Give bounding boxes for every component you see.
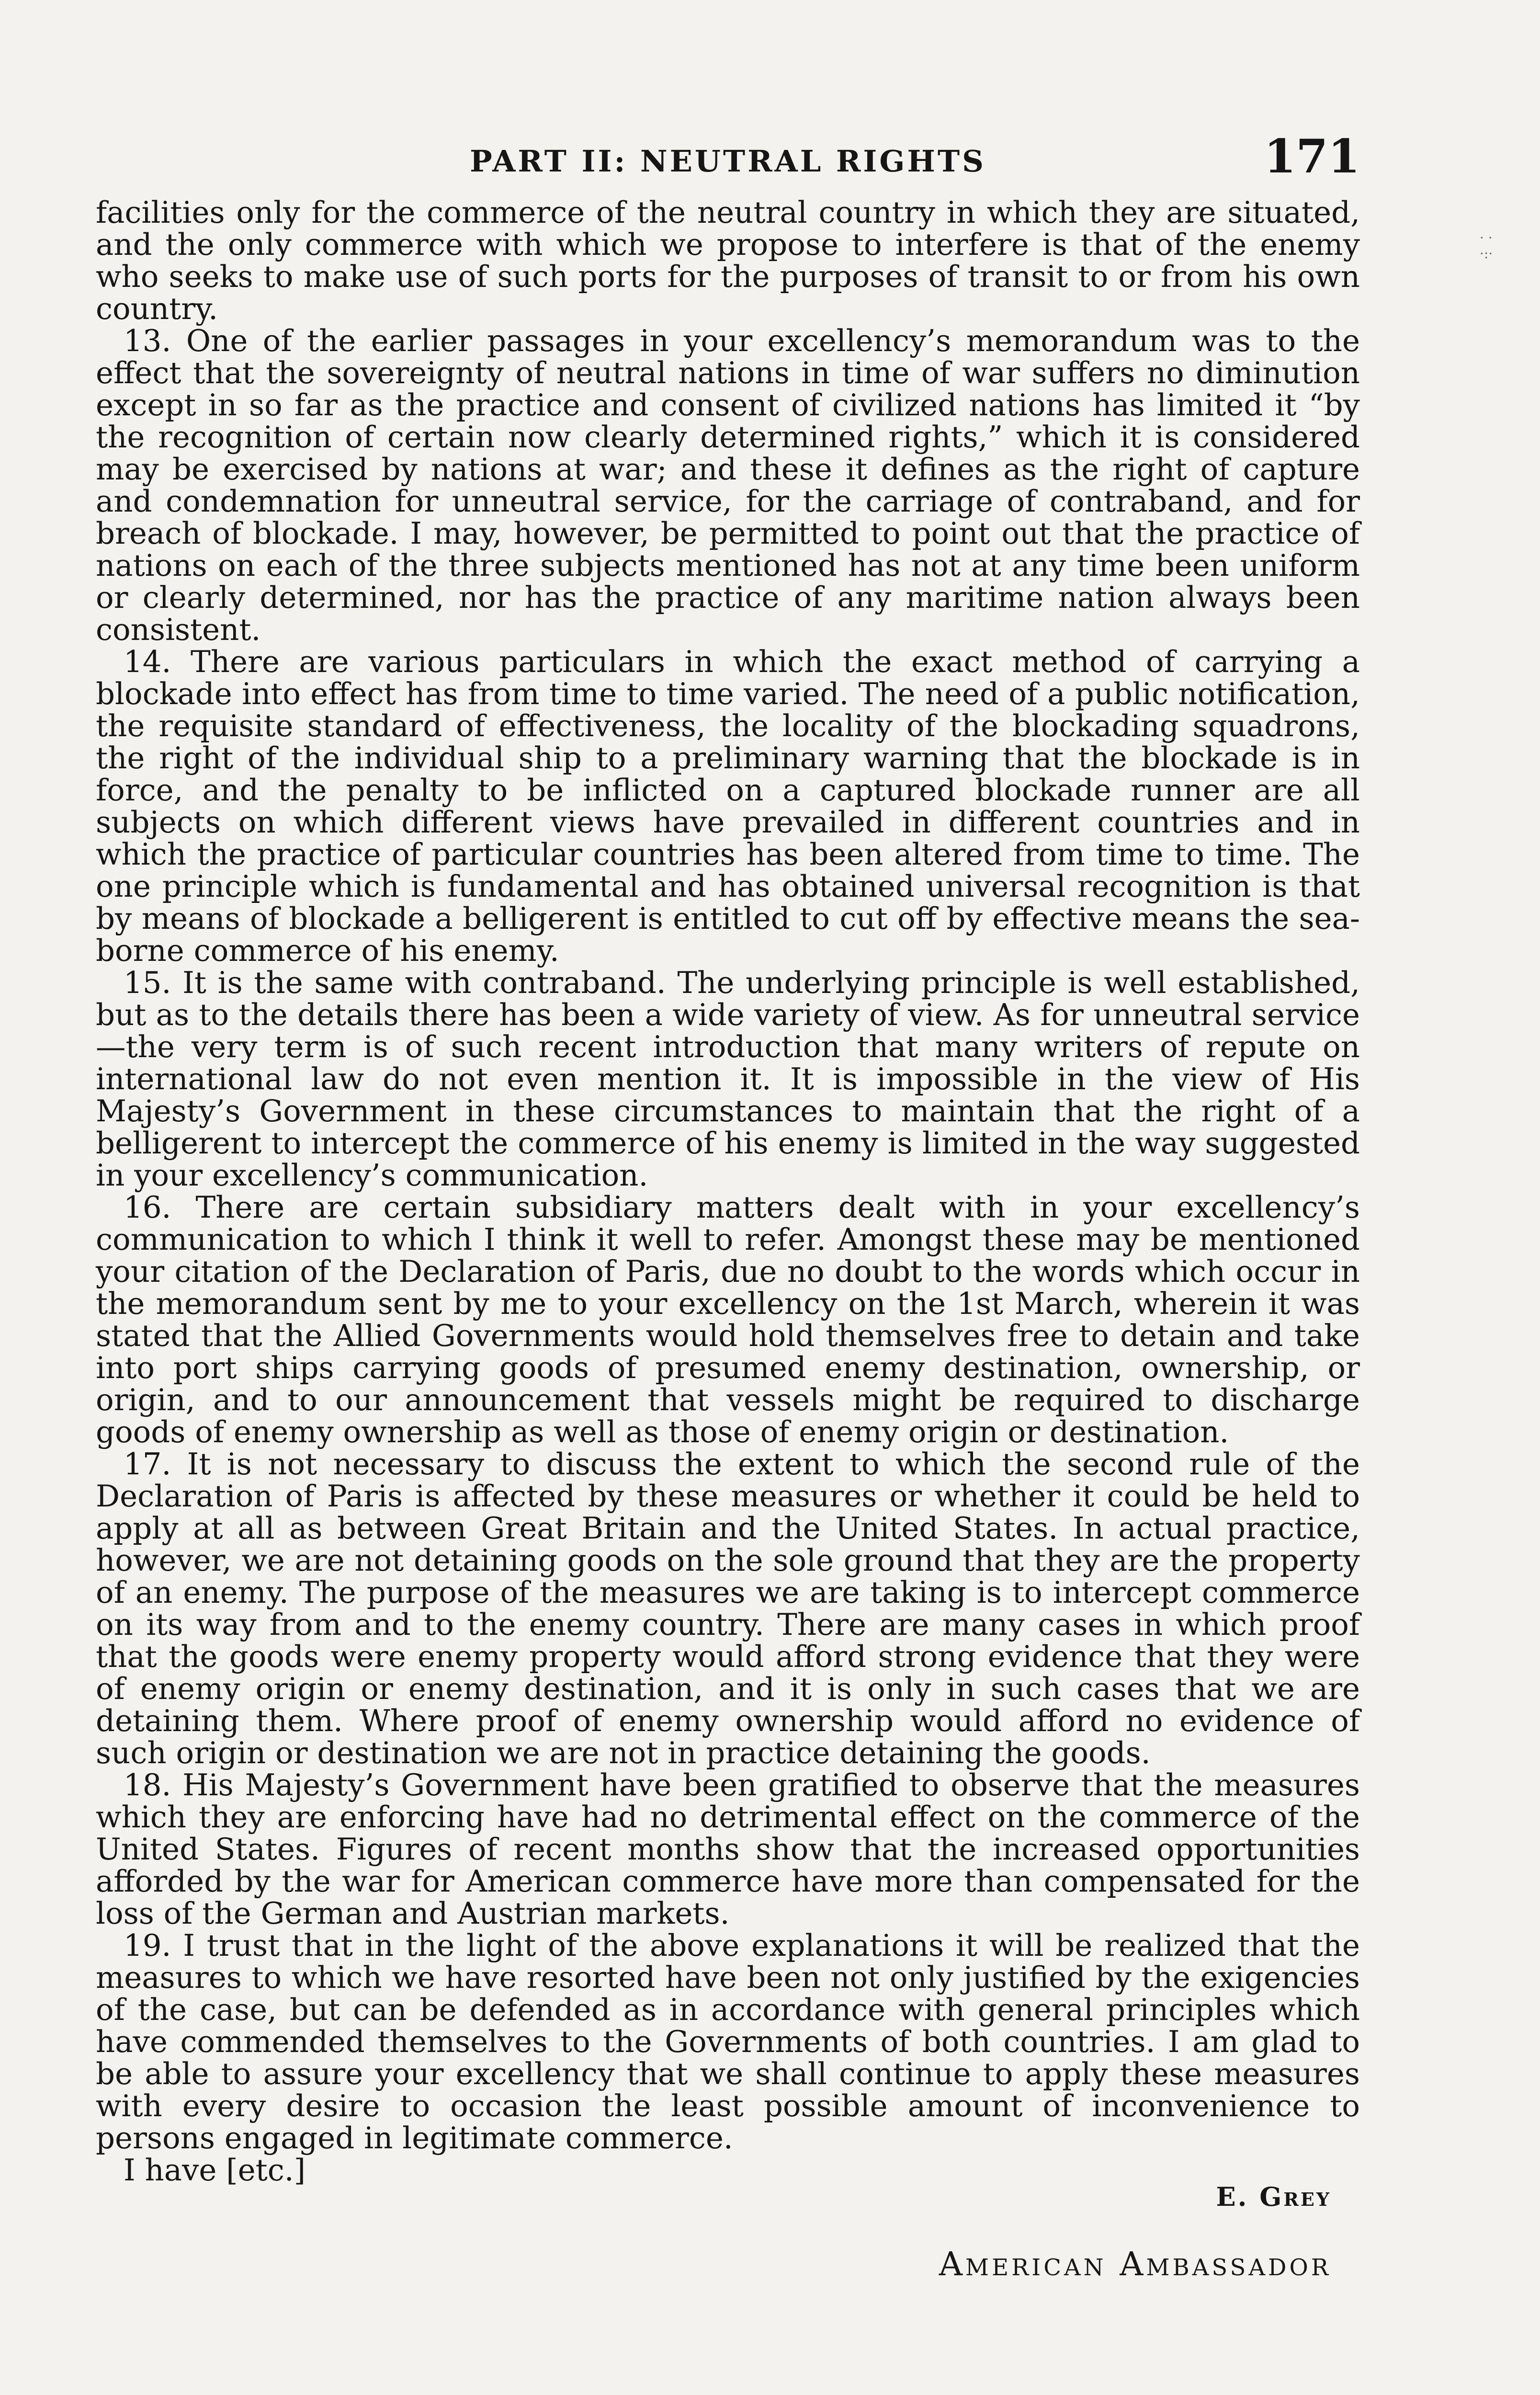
paragraph-continuation: facilities only for the commerce of the neutral country in which they are situated, and the only commerce with which we propose to interfere is that of the enemy who seeks to make use of such ports for the purposes of transit to or from his own country. [96,195,1360,326]
margin-smudge: · · ·:· [1480,230,1493,262]
body-text [96,196,1360,2154]
paragraph-13: 13. One of the earlier passages in your excellency’s memorandum was to the effect that the sovereignty of neutral nations in time of war suffers no diminution except in so far as the practice and consent of civilized nations has limited it “by the recognition of certain now clearly determined rights,” which it is considered may be exercised by nations at war; and these it defines as the right of capture and condemnation for unneutral service, for the carriage of contraband, and for breach of blockade. I may, however, be permitted to point out that the practice of nations on each of the three subjects mentioned has not at any time been uniform or clearly determined, nor has the practice of any maritime nation always been consistent. [96,323,1360,647]
paragraph-15: 15. It is the same with contraband. The underlying principle is well established, but as to the details there has been a wide variety of view. As for unneutral service—the very term is of such recent introduction that many writers of repute on international law do not even mention it. It is impossible in the view of His Majesty’s Government in these circumstances to maintain that the right of a belligerent to intercept the commerce of his enemy is limited in the way suggested in your excellency’s communication. [96,965,1360,1193]
closing-salutation: I have [etc.] [124,2153,306,2188]
paragraph-14: 14. There are various particulars in which the exact method of carrying a blockade into effect has from time to time varied. The need of a public notification, the requisite standard of effectiveness, the locality of the blockading squadrons, the right of the individual ship to a preliminary warning that the blockade is in force, and the penalty to be inflicted on a captured blockade runner are all subjects on which different views have prevailed in different countries and in which the practice of particular countries has been altered from time to time. The one principle which is fundamental and has obtained universal recognition is that by means of blockade a belligerent is entitled to cut off by effective means the sea-borne commerce of his enemy. [96,644,1360,968]
signature: E. Grey [1216,2181,1331,2212]
paragraph-17: 17. It is not necessary to discuss the extent to which the second rule of the Declaration of Paris is affected by these measures or whether it could be held to apply at all as between Great Britain and the United States. In actual practice, however, we are not detaining goods on the sole ground that they are the property of an enemy. The purpose of the measures we are taking is to intercept commerce on its way from and to the enemy country. There are many cases in which proof that the goods were enemy property would afford strong evidence that they were of enemy origin or enemy destination, and it is only in such cases that we are detaining them. Where proof of enemy ownership would afford no evidence of such origin or destination we are not in practice detaining the goods. [96,1447,1360,1770]
addressee: American Ambassador [939,2246,1331,2283]
paragraph-18: 18. His Majesty’s Government have been gratified to observe that the measures which they are enforcing have had no detrimental effect on the commerce of the United States. Figures of recent months show that the increased opportunities afforded by the war for American commerce have more than compensated for the loss of the German and Austrian markets. [96,1768,1360,1931]
paragraph-16: 16. There are certain subsidiary matters dealt with in your excellency’s communication to which I think it well to refer. Amongst these may be mentioned your citation of the Declaration of Paris, due no doubt to the words which occur in the memorandum sent by me to your excellency on the 1st March, wherein it was stated that the Allied Governments would hold themselves free to detain and take into port ships carrying goods of presumed enemy destination, ownership, or origin, and to our announcement that vessels might be required to discharge goods of enemy ownership as well as those of enemy origin or destination. [96,1190,1360,1449]
document-page [96,125,1360,2283]
running-title: PART II: NEUTRAL RIGHTS [470,144,986,179]
running-head [96,125,1360,196]
page-number: 171 [1264,129,1360,183]
paragraph-19: 19. I trust that in the light of the above explanations it will be realized that the measures to which we have resorted have been not only justified by the exigencies of the case, but can be defended as in accordance with general principles which have commended themselves to the Governments of both countries. I am glad to be able to assure your excellency that we shall continue to apply these measures with every desire to occasion the least possible amount of inconvenience to persons engaged in legitimate commerce. [96,1928,1360,2156]
